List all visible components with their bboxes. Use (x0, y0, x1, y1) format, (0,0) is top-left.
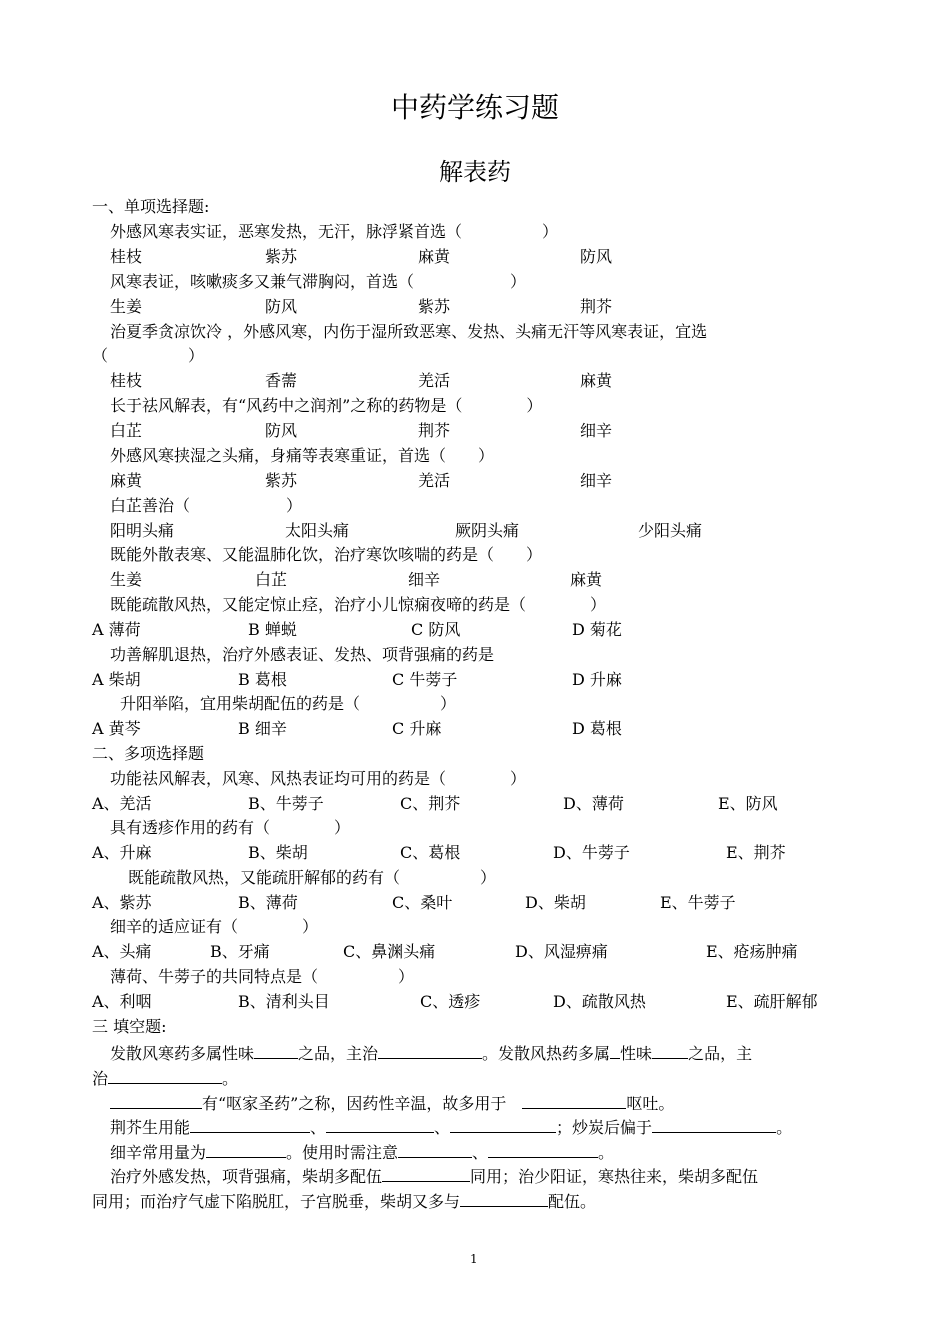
option: C、鼻渊头痛 (343, 942, 436, 961)
option: 桂枝 (110, 247, 143, 266)
answer-blank[interactable] (206, 1142, 286, 1158)
option: A 黄芩 (92, 719, 141, 738)
option: B 蝉蜕 (248, 620, 297, 639)
option: C、荆芥 (400, 794, 461, 813)
answer-blank[interactable] (652, 1043, 688, 1059)
answer-blank[interactable] (460, 1191, 548, 1207)
answer-blank[interactable] (254, 1043, 298, 1059)
option: 防风 (265, 297, 298, 316)
option: 桂枝 (110, 371, 143, 390)
answer-blank[interactable] (110, 1093, 202, 1109)
option: E、牛蒡子 (660, 893, 736, 912)
option: 羌活 (418, 371, 451, 390)
option: B、柴胡 (248, 843, 308, 862)
question: 既能疏散风热，又能定惊止痉，治疗小儿惊痫夜啼的药是（ ） (110, 595, 607, 614)
question: 外感风寒挟湿之头痛，身痛等表寒重证，首选（ ） (110, 446, 495, 465)
option: 香薷 (265, 371, 298, 390)
question: 既能疏散风热，又能疏肝解郁的药有（ ） (128, 868, 497, 887)
option: A 薄荷 (92, 620, 141, 639)
option: D、柴胡 (525, 893, 586, 912)
answer-blank[interactable] (488, 1142, 598, 1158)
answer-blank[interactable] (610, 1043, 620, 1059)
option: 麻黄 (110, 471, 143, 490)
fill-line: 有“呕家圣药”之称，因药性辛温，故多用于 呕吐。 (110, 1093, 674, 1114)
question: 薄荷、牛蒡子的共同特点是（ ） (110, 967, 415, 986)
question: 升阳举陷，宜用柴胡配伍的药是（ ） (120, 694, 457, 713)
option: A、利咽 (92, 992, 152, 1011)
option: D、风湿痹痛 (515, 942, 608, 961)
option: 紫苏 (265, 247, 298, 266)
question: 既能外散表寒、又能温肺化饮，治疗寒饮咳喘的药是（ ） (110, 545, 543, 564)
option: A 柴胡 (92, 670, 141, 689)
option: 麻黄 (418, 247, 451, 266)
fill-line: 发散风寒药多属性味 之品，主治 。发散风热药多属 性味 之品，主 (110, 1044, 753, 1063)
question: 风寒表证，咳嗽痰多又兼气滞胸闷，首选（ ） (110, 272, 527, 291)
answer-blank[interactable] (652, 1117, 776, 1133)
option: D 升麻 (572, 670, 622, 689)
question-continuation: （ ） (92, 346, 205, 365)
answer-blank[interactable] (190, 1117, 310, 1133)
option: 紫苏 (418, 297, 451, 316)
option: 细辛 (580, 421, 613, 440)
answer-blank[interactable] (108, 1068, 222, 1084)
option: B、牙痛 (210, 942, 270, 961)
option: C 防风 (411, 620, 461, 639)
question: 长于祛风解表，有“风药中之润剂”之称的药物是（ ） (110, 396, 543, 415)
fill-line: 治疗外感发热，项背强痛，柴胡多配伍 同用；治少阳证，寒热往来，柴胡多配伍 (110, 1167, 759, 1186)
option: 生姜 (110, 570, 143, 589)
page-number: 1 (470, 1252, 478, 1266)
option: D、薄荷 (563, 794, 624, 813)
option: 少阳头痛 (638, 521, 703, 540)
answer-blank[interactable] (382, 1166, 470, 1182)
option: C、桑叶 (392, 893, 453, 912)
option: 太阳头痛 (285, 521, 350, 540)
section-title: 解表药 (439, 158, 511, 186)
section1-heading: 一、单项选择题: (92, 197, 210, 216)
option: 荆芥 (418, 421, 451, 440)
option: A、羌活 (92, 794, 152, 813)
question: 白芷善治（ ） (110, 496, 303, 515)
answer-blank[interactable] (326, 1117, 434, 1133)
option: 荆芥 (580, 297, 613, 316)
option: D 菊花 (572, 620, 622, 639)
option: C 牛蒡子 (392, 670, 458, 689)
option: E、荆芥 (726, 843, 786, 862)
answer-blank[interactable] (450, 1117, 556, 1133)
option: B 葛根 (238, 670, 287, 689)
option: B 细辛 (238, 719, 287, 738)
fill-line: 治 。 (92, 1069, 239, 1088)
option: A、头痛 (92, 942, 152, 961)
option: D、疏散风热 (553, 992, 646, 1011)
option: 麻黄 (570, 570, 603, 589)
option: 麻黄 (580, 371, 613, 390)
option: 细辛 (580, 471, 613, 490)
fill-line: 荆芥生用能 、 、 ；炒炭后偏于 。 (110, 1118, 793, 1137)
answer-blank[interactable] (522, 1093, 626, 1109)
option: C 升麻 (392, 719, 442, 738)
option: 生姜 (110, 297, 143, 316)
section2-heading: 二、多项选择题 (92, 744, 205, 763)
fill-line: 同用；而治疗气虚下陷脱肛，子宫脱垂，柴胡又多与 配伍。 (92, 1192, 597, 1211)
option: 防风 (265, 421, 298, 440)
option: 细辛 (408, 570, 441, 589)
question: 具有透疹作用的药有（ ） (110, 818, 351, 837)
option: B、牛蒡子 (248, 794, 324, 813)
option: 白芷 (255, 570, 288, 589)
fill-line: 细辛常用量为 。使用时需注意 、 。 (110, 1143, 615, 1162)
option: 白芷 (110, 421, 143, 440)
option: A、紫苏 (92, 893, 152, 912)
question: 外感风寒表实证，恶寒发热，无汗，脉浮紧首选（ ） (110, 222, 559, 241)
question: 细辛的适应证有（ ） (110, 917, 319, 936)
answer-blank[interactable] (398, 1142, 472, 1158)
option: E、疮疡肿痛 (706, 942, 798, 961)
answer-blank[interactable] (378, 1043, 482, 1059)
option: D 葛根 (572, 719, 622, 738)
option: E、疏肝解郁 (726, 992, 818, 1011)
question: 功善解肌退热，治疗外感表证、发热、项背强痛的药是 (110, 645, 495, 664)
option: B、薄荷 (238, 893, 298, 912)
question: 治夏季贪凉饮冷 ，外感风寒，内伤于湿所致恶寒、发热、头痛无汗等风寒表证，宜选 (110, 322, 708, 341)
question: 功能祛风解表，风寒、风热表证均可用的药是（ ） (110, 769, 527, 788)
option: E、防风 (718, 794, 778, 813)
option: 羌活 (418, 471, 451, 490)
option: A、升麻 (92, 843, 152, 862)
option: 防风 (580, 247, 613, 266)
option: 厥阴头痛 (455, 521, 520, 540)
option: C、葛根 (400, 843, 461, 862)
option: 紫苏 (265, 471, 298, 490)
option: D、牛蒡子 (553, 843, 630, 862)
section3-heading: 三 填空题: (92, 1017, 167, 1036)
option: 阳明头痛 (110, 521, 175, 540)
option: B、清利头目 (238, 992, 330, 1011)
page-title: 中药学练习题 (390, 91, 559, 124)
option: C、透疹 (420, 992, 481, 1011)
